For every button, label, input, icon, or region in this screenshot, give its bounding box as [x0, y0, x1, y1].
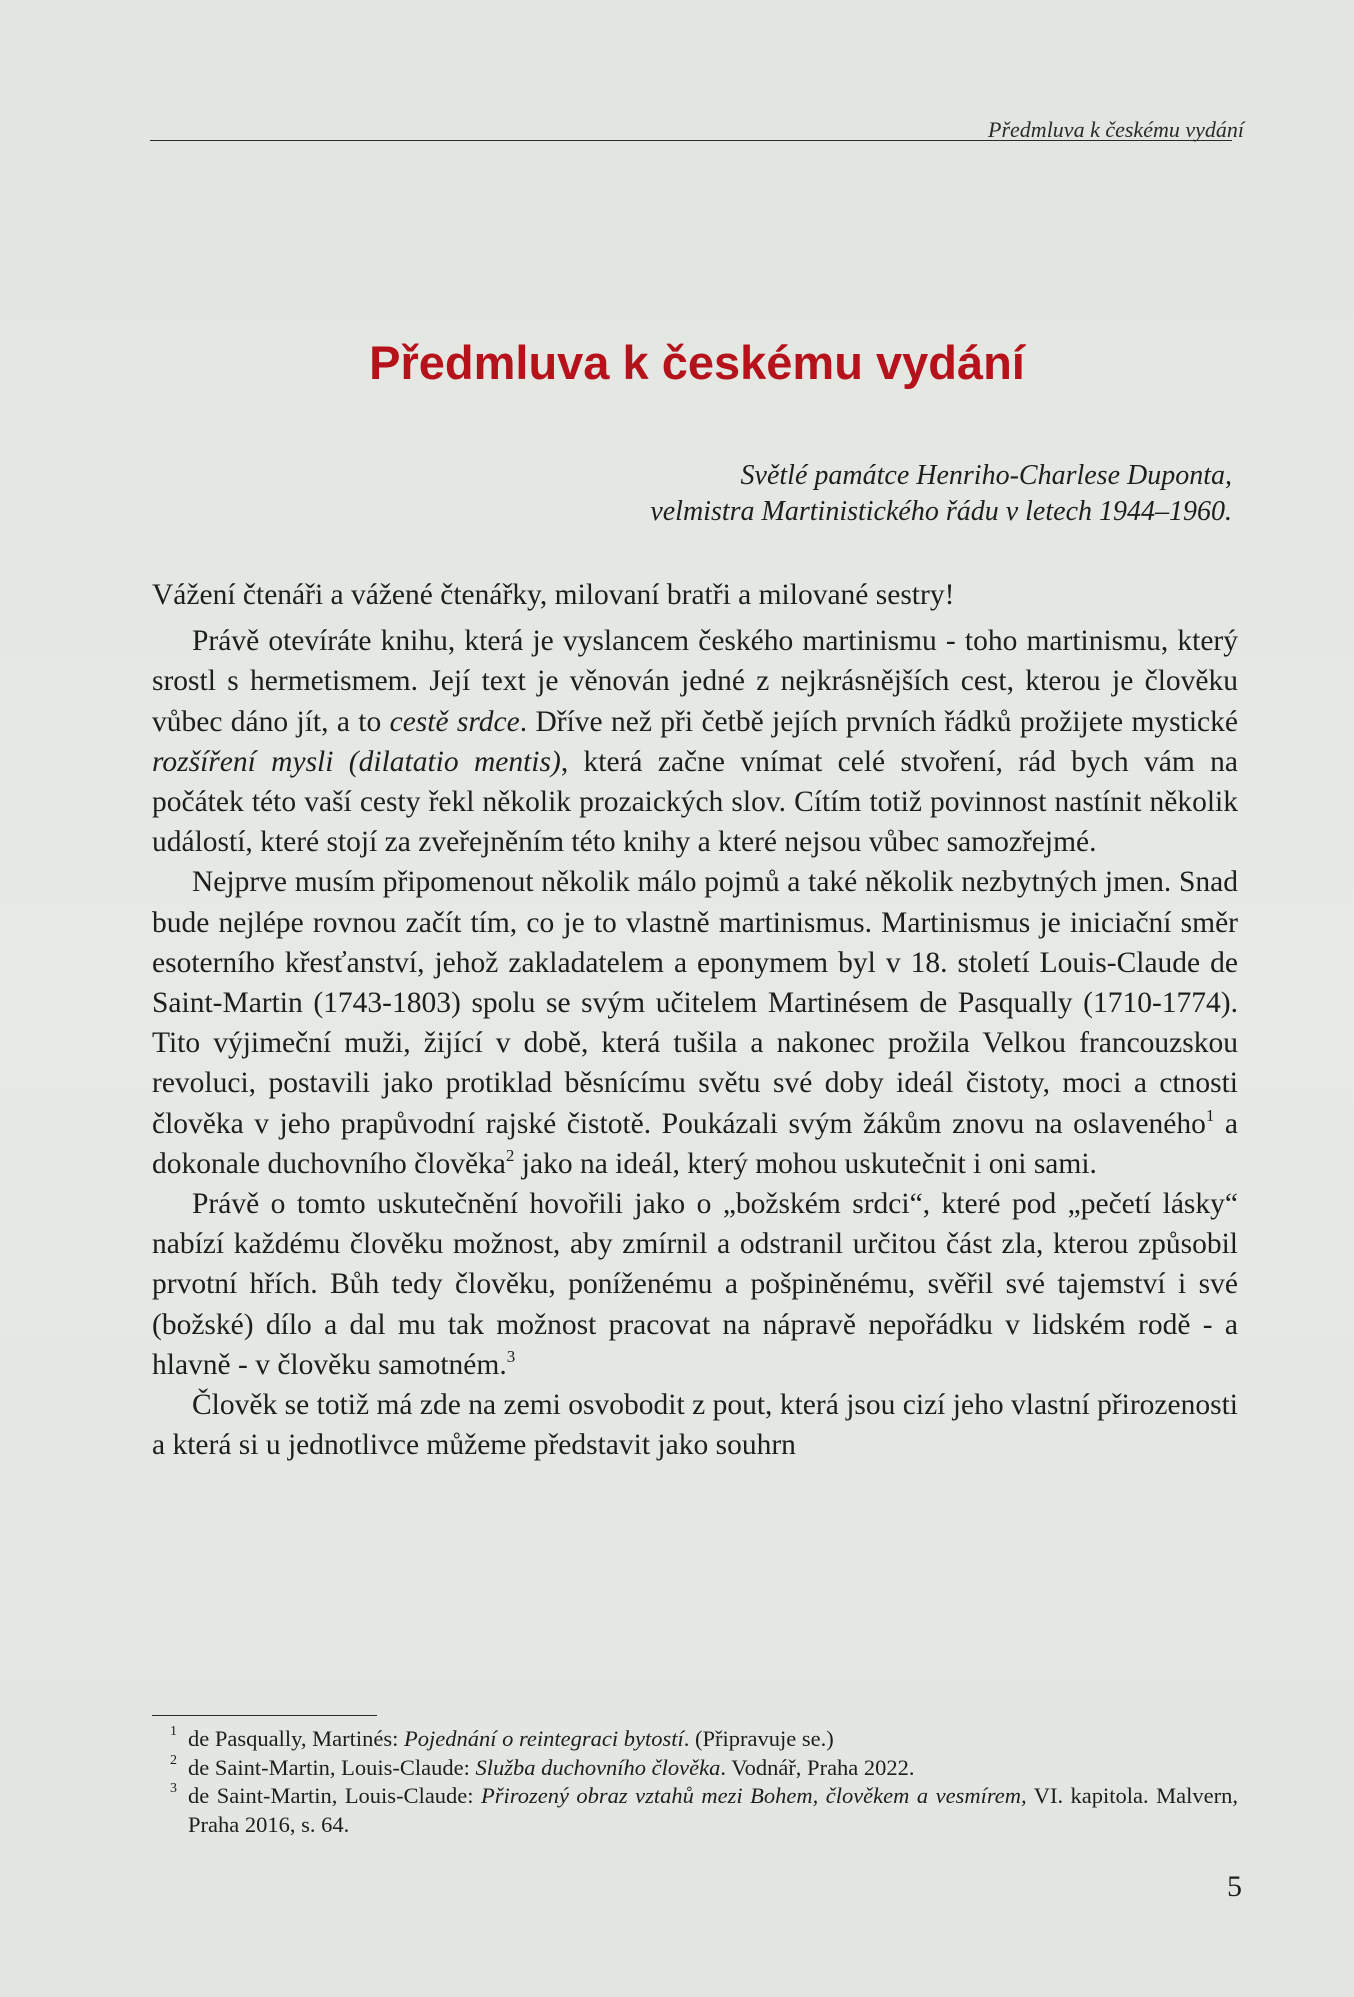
- footnote-2: [152, 1754, 1238, 1783]
- paragraph-1: [152, 621, 1238, 862]
- footnote-ref-2[interactable]: 2: [505, 1145, 515, 1165]
- footnote-author: de Saint-Martin, Louis-Claude:: [188, 1783, 482, 1808]
- p1-emphasis-cesta-srdce: cestě srdce: [389, 705, 520, 738]
- footnote-1: [152, 1725, 1238, 1754]
- footnote-publisher: . Vodnář, Praha 2022.: [720, 1754, 915, 1780]
- footnote-title: Přirozený obraz vztahů mezi Bohem, člověkem a vesmírem,: [481, 1783, 1027, 1808]
- running-head: Předmluva k českému vydání: [988, 117, 1244, 142]
- footnote-title: Pojednání o reintegraci bytostí: [404, 1726, 684, 1751]
- p4-text-a: Člověk se totiž má zde na zemi osvobodit z pout, která jsou cizí jeho vlastní přirozenosti a která si u jednotlivce můžeme představit jako souhrn: [152, 1389, 1238, 1462]
- footnote-publisher: . (Připravuje se.): [683, 1726, 834, 1751]
- body-text: [152, 575, 1238, 1465]
- footnote-number: 1: [170, 1724, 177, 1739]
- page-number: 5: [1227, 1870, 1242, 1903]
- footnote-number: 3: [170, 1781, 177, 1796]
- footnote-title: Služba duchovního člověka: [475, 1754, 721, 1780]
- p1-text-e: , která začne vnímat celé stvoření, rád bych vám na počátek této vaší cesty řekl několik prozaických slov. Cítím totiž povinnost nastínit několik událostí, které stojí za zveřejněním této knihy a které nejsou vůbec samozřejmé.: [152, 745, 1238, 859]
- p1-text-a: Právě otevíráte knihu, která je vyslancem českého martinismu - toho martinismu, který srostl s hermetismem. Její text je věnován jedné z nejkrásnějších cest, kterou je člověku vůbec dáno jít, a to: [152, 625, 1238, 738]
- p2-text-b: a dokonale duchovního člověka: [152, 1107, 1239, 1180]
- p2-text-a: Nejprve musím připomenout několik málo pojmů a také několik nezbytných jmen. Snad bude nejlépe rovnou začít tím, co je to vlastně martinismus. Martinismus je iniciační směr esoterního křesťanství, jehož zakladatelem a eponymem byl v 18. století Louis-Claude de Saint-Martin (1743-1803) spolu se svým učitelem Martinésem de Pasqually (1710-1774). Tito výjimeční muži, žijící v době, která tušila a nakonec prožila Velkou francouzskou revoluci, postavili jako protiklad běsnícímu světu své doby ideál čistoty, moci a ctnosti člověka v jeho prapůvodní rajské čistotě. Poukázali svým žákům znovu na oslaveného: [152, 866, 1238, 1140]
- footnote-ref-1[interactable]: 1: [1205, 1105, 1215, 1125]
- dedication-line-2: velmistra Martinistického řádu v letech 1944–1960.: [650, 496, 1232, 527]
- footnote-number: 2: [170, 1752, 177, 1768]
- footnotes: [152, 1725, 1238, 1839]
- paragraph-3: [152, 1184, 1238, 1385]
- footnote-ref-3[interactable]: 3: [506, 1346, 516, 1366]
- p3-text-a: Právě o tomto uskutečnění hovořili jako o „božském srdci“, které pod „pečetí lásky“ nabízí každému člověku možnost, aby zmírnil a odstranil určitou část zla, kterou způsobil prvotní hřích. Bůh tedy člověku, poníženému a pošpiněnému, svěřil své tajemství i své (božské) dílo a dal mu tak možnost pracovat na nápravě nepořádku v lidském rodě - a hlavně - v člověku samotném.: [152, 1188, 1238, 1381]
- paragraph-4: [152, 1385, 1238, 1465]
- dedication-line-1: Světlé památce Henriho-Charlese Duponta,: [740, 460, 1232, 491]
- p1-text-c: . Dříve než při četbě jejích prvních řádků prožijete mystické: [519, 705, 1238, 738]
- footnote-publisher: VI. kapitola. Malvern, Praha 2016, s. 64.: [188, 1783, 1238, 1837]
- chapter-title: Předmluva k českému vydání: [369, 336, 1025, 389]
- footnote-3: [152, 1782, 1238, 1839]
- p2-text-c: jako na ideál, který mohou uskutečnit i oni sami.: [514, 1147, 1097, 1180]
- p1-emphasis-dilatatio: rozšíření mysli (dilatatio mentis): [152, 745, 561, 778]
- footnote-author: de Saint-Martin, Louis-Claude:: [188, 1754, 476, 1780]
- salutation: Vážení čtenáři a vážené čtenářky, milovaní bratři a milované sestry!: [152, 579, 955, 611]
- footnote-author: de Pasqually, Martinés:: [188, 1726, 405, 1751]
- paragraph-2: [152, 862, 1238, 1184]
- footnote-rule: [152, 1715, 377, 1716]
- dedication: [332, 458, 1232, 530]
